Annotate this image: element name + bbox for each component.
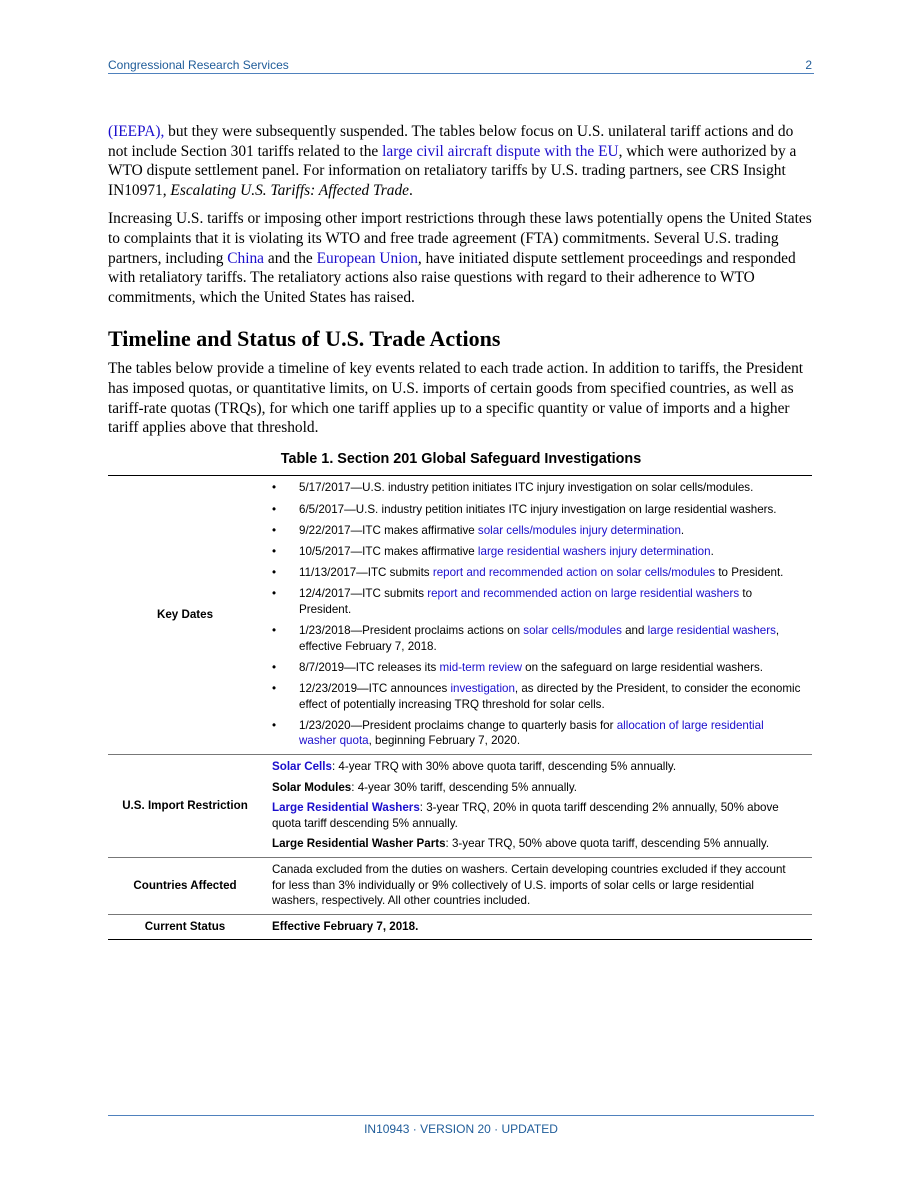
key-dates-list: [272, 480, 802, 749]
table-row-key-dates: [108, 476, 812, 755]
date-text: 12/23/2019—ITC announces: [299, 682, 451, 695]
restriction-item: [272, 836, 802, 852]
table-row-status: [108, 914, 812, 940]
paragraph-2: [108, 209, 814, 307]
date-link[interactable]: investigation: [450, 682, 515, 695]
key-date-item: [289, 681, 802, 712]
safeguard-table: [108, 475, 812, 940]
key-date-item: [289, 586, 802, 617]
date-link[interactable]: solar cells/modules injury determination: [477, 523, 681, 537]
eu-link[interactable]: European Union: [316, 249, 418, 267]
text-span: Increasing U.S. tariffs or imposing other import restrictions through these laws potentially opens the United States to complaints that it is violating its WTO and free trade agreement (FTA) commitments. Several U.S. trading partners, including: [108, 210, 812, 267]
restriction-item: [272, 759, 802, 775]
restriction-item: [272, 780, 802, 796]
date-text: .: [710, 544, 714, 558]
date-text: 8/7/2019—ITC releases its: [299, 660, 440, 674]
date-text: , effective February 7, 2018.: [299, 624, 780, 653]
text-span: and the: [264, 249, 317, 267]
date-link[interactable]: report and recommended action on solar cells/modules: [432, 566, 716, 580]
date-link[interactable]: large residential washers injury determination: [477, 544, 711, 558]
import-restriction-cell: [262, 754, 812, 857]
date-text: .: [680, 523, 685, 537]
date-link[interactable]: mid-term review: [439, 660, 522, 674]
date-text: 9/22/2017—ITC makes affirmative: [299, 523, 478, 537]
row-label: Key Dates: [108, 476, 262, 755]
ieepa-link[interactable]: (IEEPA),: [108, 123, 165, 140]
table-row-countries: [108, 857, 812, 914]
date-text: , beginning February 7, 2020.: [368, 734, 521, 748]
countries-cell: Canada excluded from the duties on washers. Certain developing countries excluded if they account for less than 3% individually or 9% collectively of U.S. imports of solar cells or large residential washers, respectively. All other countries included.: [262, 857, 812, 914]
text-span: .: [408, 181, 413, 199]
date-text: 11/13/2017—ITC submits: [299, 566, 433, 580]
date-text: , as directed by the President, to consider the economic effect of potentially increasing TRQ threshold for solar cells.: [299, 682, 801, 711]
report-title: Escalating U.S. Tariffs: Affected Trade: [170, 181, 409, 199]
date-link[interactable]: solar cells/modules: [523, 624, 622, 638]
key-date-item: [289, 523, 802, 539]
page-number: 2: [805, 58, 812, 72]
table-title: Table 1. Section 201 Global Safeguard Investigations: [280, 450, 642, 467]
key-date-item: [289, 544, 802, 560]
date-text: to President.: [299, 587, 753, 616]
date-text: and: [621, 624, 648, 638]
key-date-item: [289, 565, 802, 581]
key-date-item: [289, 623, 802, 654]
date-text: 6/5/2017—U.S. industry petition initiates ITC injury investigation on large residential washers.: [299, 502, 777, 516]
date-text: 10/5/2017—ITC makes affirmative: [299, 544, 478, 558]
row-label: Countries Affected: [108, 857, 262, 914]
date-link[interactable]: large residential washers: [647, 624, 776, 638]
paragraph-1: [108, 122, 814, 200]
row-label: U.S. Import Restriction: [108, 754, 262, 857]
restriction-name[interactable]: Solar Cells: [272, 759, 332, 773]
date-text: on the safeguard on large residential washers.: [521, 660, 763, 674]
text-span: but they were subsequently suspended. The tables below focus on U.S. unilateral tariff actions and do not include Section 301 tariffs related to the: [108, 123, 794, 160]
status-cell: Effective February 7, 2018.: [262, 914, 812, 940]
text-span: , have initiated dispute settlement proceedings and responded with retaliatory tariffs. The retaliatory actions also raise questions with regard to their adherence to WTO commitments, which the United States has raised.: [108, 249, 796, 306]
date-text: 1/23/2018—President proclaims actions on: [299, 624, 524, 638]
key-date-item: [289, 660, 802, 676]
key-date-item: [289, 502, 802, 518]
restriction-item: [272, 800, 802, 831]
paragraph-3: The tables below provide a timeline of key events related to each trade action. In addition to tariffs, the President has imposed quotas, or quantitative limits, on U.S. imports of certain goods from specified countries, as well as tariff-rate quotas (TRQs), for which one tariff applies up to a specific quantity or value of imports and a higher tariff applies above that threshold.: [108, 360, 804, 437]
table-row-import-restriction: [108, 754, 812, 857]
restriction-text: : 4-year 30% tariff, descending 5% annually.: [351, 780, 578, 794]
section-heading: Timeline and Status of U.S. Trade Actions: [108, 326, 501, 352]
restriction-text: : 3-year TRQ, 50% above quota tariff, descending 5% annually.: [445, 837, 770, 851]
header-org: Congressional Research Services: [108, 58, 289, 72]
aircraft-dispute-link[interactable]: large civil aircraft dispute with the EU: [382, 142, 619, 160]
page-header: [108, 57, 814, 74]
restriction-text: : 3-year TRQ, 20% in quota tariff descending 2% annually, 50% above quota tariff descending 5% annually.: [272, 801, 779, 830]
row-label: Current Status: [108, 914, 262, 940]
date-text: 1/23/2020—President proclaims change to quarterly basis for: [299, 718, 617, 732]
restriction-text: : 4-year TRQ with 30% above quota tariff, descending 5% annually.: [331, 759, 677, 773]
date-link[interactable]: report and recommended action on large residential washers: [427, 587, 740, 601]
date-link[interactable]: allocation of large residential washer quota: [299, 718, 764, 748]
key-dates-cell: [262, 476, 812, 755]
restriction-name[interactable]: Large Residential Washers: [272, 801, 420, 815]
china-link[interactable]: China: [227, 249, 265, 267]
key-date-item: [289, 480, 802, 496]
key-date-item: [289, 718, 802, 749]
restriction-name: Large Residential Washer Parts: [272, 837, 446, 851]
date-text: 5/17/2017—U.S. industry petition initiates ITC injury investigation on solar cells/modules.: [299, 481, 754, 495]
text-span: , which were authorized by a WTO dispute settlement panel. For information on retaliatory tariffs by U.S. trading partners, see CRS Insight IN10971,: [108, 142, 797, 199]
restriction-name: Solar Modules: [272, 780, 352, 794]
page-footer: IN10943 · VERSION 20 · UPDATED: [108, 1115, 814, 1136]
date-text: 12/4/2017—ITC submits: [299, 587, 428, 601]
date-text: to President.: [715, 566, 784, 580]
document-body: [108, 122, 814, 940]
